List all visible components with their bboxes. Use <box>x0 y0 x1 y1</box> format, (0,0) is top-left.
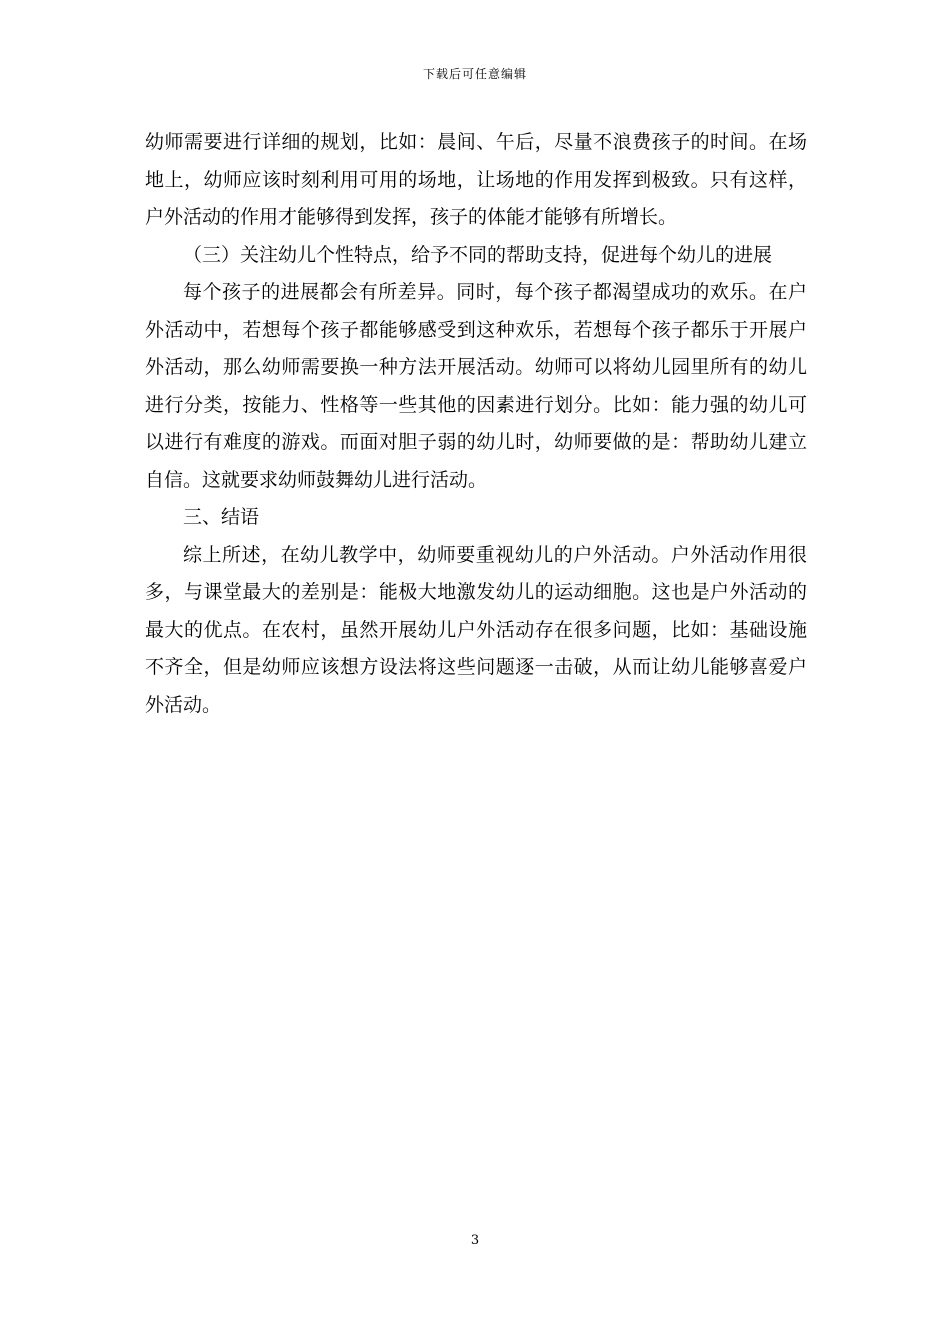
section-heading-conclusion: 三、结语 <box>183 506 260 528</box>
page-header: 下载后可任意编辑 <box>422 67 527 81</box>
section-heading-individual-support: （三）关注幼儿个性特点，给予不同的帮助支持，促进每个幼儿的进展 <box>183 243 773 266</box>
paragraph-conclusion: 综上所述，在幼儿教学中，幼师要重视幼儿的户外活动。户外活动作用很多，与课堂最大的差别是：能极大地激发幼儿的运动细胞。这也是户外活动的最大的优点。在农村，虽然开展幼儿户外活动存在很多问题，比如：基础设施不齐全，但是幼师应该想方设法将这些问题逐一击破，从而让幼儿能够喜爱户外活动。 <box>145 543 807 716</box>
document-body <box>145 124 807 724</box>
paragraph-individual-development: 每个孩子的进展都会有所差异。同时，每个孩子都渴望成功的欢乐。在户外活动中，若想每个孩子都能够感受到这种欢乐，若想每个孩子都乐于开展户外活动，那么幼师需要换一种方法开展活动。幼师可以将幼儿园里所有的幼儿进行分类，按能力、性格等一些其他的因素进行划分。比如：能力强的幼儿可以进行有难度的游戏。而面对胆子弱的幼儿时，幼师要做的是：帮助幼儿建立自信。这就要求幼师鼓舞幼儿进行活动。 <box>145 281 807 491</box>
page-number: 3 <box>470 1233 480 1248</box>
paragraph-planning: 幼师需要进行详细的规划，比如：晨间、午后，尽量不浪费孩子的时间。在场地上，幼师应该时刻利用可用的场地，让场地的作用发挥到极致。只有这样，户外活动的作用才能够得到发挥，孩子的体能才能够有所增长。 <box>145 131 807 228</box>
